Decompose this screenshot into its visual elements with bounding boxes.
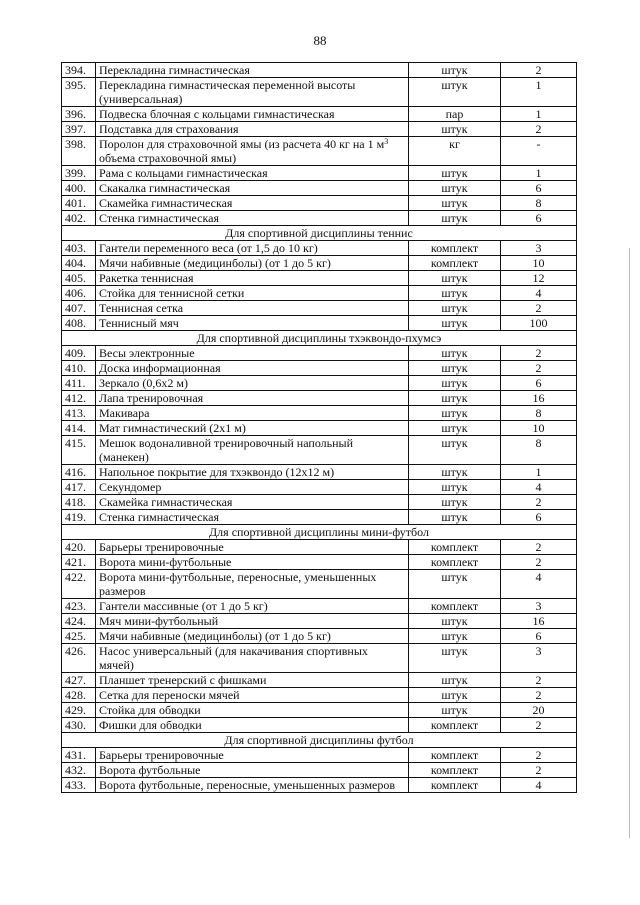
section-title: Для спортивной дисциплины футбол (62, 733, 577, 748)
item-unit: комплект (409, 718, 501, 733)
equipment-table-body (62, 63, 577, 793)
item-quantity: 1 (501, 78, 577, 107)
item-unit: штук (409, 361, 501, 376)
item-quantity: 6 (501, 629, 577, 644)
item-unit: штук (409, 495, 501, 510)
table-row (62, 406, 577, 421)
section-title: Для спортивной дисциплины тхэквондо-пхумсэ (62, 331, 577, 346)
equipment-table (61, 62, 577, 793)
item-unit: комплект (409, 555, 501, 570)
item-unit: штук (409, 376, 501, 391)
item-name: Перекладина гимнастическая (96, 63, 409, 78)
item-quantity: 16 (501, 614, 577, 629)
item-quantity: 2 (501, 748, 577, 763)
page-number: 88 (313, 33, 327, 48)
item-name: Макивара (96, 406, 409, 421)
item-unit: штук (409, 703, 501, 718)
item-name: Секундомер (96, 480, 409, 495)
item-name: Мяч мини-футбольный (96, 614, 409, 629)
item-name: Весы электронные (96, 346, 409, 361)
item-number: 430. (62, 718, 96, 733)
item-number: 396. (62, 107, 96, 122)
item-number: 409. (62, 346, 96, 361)
item-number: 416. (62, 465, 96, 480)
item-number: 405. (62, 271, 96, 286)
item-number: 406. (62, 286, 96, 301)
item-quantity: 10 (501, 256, 577, 271)
table-row (62, 570, 577, 599)
item-name: Напольное покрытие для тхэквондо (12x12 м) (96, 465, 409, 480)
item-name: Барьеры тренировочные (96, 748, 409, 763)
item-number: 420. (62, 540, 96, 555)
item-quantity: 3 (501, 644, 577, 673)
item-quantity: 1 (501, 107, 577, 122)
table-row (62, 376, 577, 391)
item-quantity: 2 (501, 673, 577, 688)
item-unit: комплект (409, 256, 501, 271)
item-quantity: 1 (501, 166, 577, 181)
item-name: Фишки для обводки (96, 718, 409, 733)
item-number: 415. (62, 436, 96, 465)
item-number: 395. (62, 78, 96, 107)
item-name: Скамейка гимнастическая (96, 196, 409, 211)
item-name: Подставка для страхования (96, 122, 409, 137)
item-name: Мат гимнастический (2x1 м) (96, 421, 409, 436)
item-number: 399. (62, 166, 96, 181)
item-name: Перекладина гимнастическая переменной высоты (универсальная) (96, 78, 409, 107)
item-number: 424. (62, 614, 96, 629)
item-number: 413. (62, 406, 96, 421)
item-unit: штук (409, 570, 501, 599)
item-quantity: 3 (501, 241, 577, 256)
item-quantity: 2 (501, 63, 577, 78)
item-quantity: 2 (501, 763, 577, 778)
item-quantity: 2 (501, 301, 577, 316)
table-row (62, 599, 577, 614)
item-unit: комплект (409, 540, 501, 555)
item-number: 426. (62, 644, 96, 673)
item-number: 408. (62, 316, 96, 331)
item-name: Сетка для переноски мячей (96, 688, 409, 703)
item-unit: комплект (409, 763, 501, 778)
item-quantity: 2 (501, 346, 577, 361)
item-quantity: 8 (501, 436, 577, 465)
item-unit: штук (409, 421, 501, 436)
section-header-row (62, 733, 577, 748)
table-row (62, 480, 577, 495)
table-row (62, 196, 577, 211)
table-row (62, 256, 577, 271)
item-number: 401. (62, 196, 96, 211)
item-number: 404. (62, 256, 96, 271)
item-unit: штук (409, 166, 501, 181)
table-row (62, 107, 577, 122)
item-unit: штук (409, 181, 501, 196)
item-number: 411. (62, 376, 96, 391)
item-quantity: 2 (501, 555, 577, 570)
table-row (62, 301, 577, 316)
table-row (62, 271, 577, 286)
item-number: 418. (62, 495, 96, 510)
table-row (62, 540, 577, 555)
item-quantity: 4 (501, 286, 577, 301)
item-name: Стенка гимнастическая (96, 211, 409, 226)
item-name: Ракетка теннисная (96, 271, 409, 286)
item-quantity: 100 (501, 316, 577, 331)
item-unit: штук (409, 78, 501, 107)
item-unit: штук (409, 629, 501, 644)
item-quantity: 8 (501, 406, 577, 421)
table-row (62, 778, 577, 793)
table-row (62, 718, 577, 733)
table-row (62, 703, 577, 718)
item-number: 394. (62, 63, 96, 78)
item-number: 425. (62, 629, 96, 644)
table-row (62, 748, 577, 763)
table-row (62, 361, 577, 376)
item-unit: штук (409, 286, 501, 301)
table-row (62, 63, 577, 78)
table-row (62, 614, 577, 629)
item-number: 414. (62, 421, 96, 436)
item-unit: штук (409, 406, 501, 421)
table-row (62, 436, 577, 465)
item-unit: штук (409, 465, 501, 480)
item-name: Доска информационная (96, 361, 409, 376)
table-row (62, 391, 577, 406)
page-edge-shadow (629, 248, 640, 838)
table-row (62, 555, 577, 570)
table-row (62, 166, 577, 181)
item-number: 421. (62, 555, 96, 570)
item-number: 419. (62, 510, 96, 525)
item-number: 410. (62, 361, 96, 376)
item-name: Ворота мини-футбольные (96, 555, 409, 570)
item-name: Насос универсальный (для накачивания спортивных мячей) (96, 644, 409, 673)
item-name: Мячи набивные (медицинболы) (от 1 до 5 кг) (96, 629, 409, 644)
item-number: 432. (62, 763, 96, 778)
table-row (62, 211, 577, 226)
item-number: 412. (62, 391, 96, 406)
table-row (62, 629, 577, 644)
item-number: 402. (62, 211, 96, 226)
table-row (62, 644, 577, 673)
item-quantity: 2 (501, 718, 577, 733)
item-number: 400. (62, 181, 96, 196)
item-name: Стойка для обводки (96, 703, 409, 718)
item-quantity: 20 (501, 703, 577, 718)
item-quantity: 4 (501, 778, 577, 793)
table-row (62, 181, 577, 196)
item-unit: штук (409, 644, 501, 673)
section-title: Для спортивной дисциплины теннис (62, 226, 577, 241)
item-name: Рама с кольцами гимнастическая (96, 166, 409, 181)
item-quantity: 8 (501, 196, 577, 211)
item-quantity: 6 (501, 211, 577, 226)
item-quantity: 10 (501, 421, 577, 436)
item-unit: комплект (409, 748, 501, 763)
item-unit: штук (409, 316, 501, 331)
item-number: 431. (62, 748, 96, 763)
item-name: Скамейка гимнастическая (96, 495, 409, 510)
item-quantity: 1 (501, 465, 577, 480)
table-row (62, 673, 577, 688)
item-unit: штук (409, 346, 501, 361)
item-unit: штук (409, 688, 501, 703)
item-quantity: 6 (501, 181, 577, 196)
item-quantity: 3 (501, 599, 577, 614)
section-header-row (62, 331, 577, 346)
table-row (62, 346, 577, 361)
item-number: 429. (62, 703, 96, 718)
item-number: 398. (62, 137, 96, 166)
item-quantity: 2 (501, 688, 577, 703)
item-quantity: 4 (501, 570, 577, 599)
item-quantity: 4 (501, 480, 577, 495)
table-row (62, 763, 577, 778)
item-quantity: 2 (501, 540, 577, 555)
table-row (62, 241, 577, 256)
item-number: 403. (62, 241, 96, 256)
table-row (62, 495, 577, 510)
item-unit: пар (409, 107, 501, 122)
item-name: Мячи набивные (медицинболы) (от 1 до 5 кг) (96, 256, 409, 271)
item-unit: штук (409, 480, 501, 495)
item-quantity: 16 (501, 391, 577, 406)
item-quantity: 6 (501, 376, 577, 391)
item-unit: штук (409, 436, 501, 465)
item-name: Ворота футбольные (96, 763, 409, 778)
item-unit: штук (409, 614, 501, 629)
item-name: Теннисный мяч (96, 316, 409, 331)
item-unit: штук (409, 271, 501, 286)
item-unit: штук (409, 391, 501, 406)
table-row (62, 510, 577, 525)
item-name: Ворота футбольные, переносные, уменьшенных размеров (96, 778, 409, 793)
item-unit: комплект (409, 241, 501, 256)
item-name: Мешок водоналивной тренировочный напольный (манекен) (96, 436, 409, 465)
item-unit: штук (409, 196, 501, 211)
item-unit: штук (409, 673, 501, 688)
item-name: Стенка гимнастическая (96, 510, 409, 525)
item-number: 428. (62, 688, 96, 703)
table-row (62, 316, 577, 331)
item-unit: штук (409, 211, 501, 226)
item-quantity: 2 (501, 361, 577, 376)
section-header-row (62, 226, 577, 241)
item-number: 397. (62, 122, 96, 137)
item-name: Гантели переменного веса (от 1,5 до 10 кг) (96, 241, 409, 256)
item-name: Подвеска блочная с кольцами гимнастическая (96, 107, 409, 122)
item-number: 407. (62, 301, 96, 316)
item-quantity: 2 (501, 122, 577, 137)
item-unit: кг (409, 137, 501, 166)
item-unit: штук (409, 122, 501, 137)
table-row (62, 78, 577, 107)
item-unit: штук (409, 510, 501, 525)
section-title: Для спортивной дисциплины мини-футбол (62, 525, 577, 540)
item-number: 427. (62, 673, 96, 688)
item-number: 433. (62, 778, 96, 793)
table-row (62, 465, 577, 480)
item-quantity: 12 (501, 271, 577, 286)
item-unit: комплект (409, 778, 501, 793)
item-name: Барьеры тренировочные (96, 540, 409, 555)
item-unit: штук (409, 63, 501, 78)
item-name: Ворота мини-футбольные, переносные, уменьшенных размеров (96, 570, 409, 599)
item-name: Стойка для теннисной сетки (96, 286, 409, 301)
item-quantity: 6 (501, 510, 577, 525)
item-name: Планшет тренерский с фишками (96, 673, 409, 688)
item-name: Зеркало (0,6x2 м) (96, 376, 409, 391)
item-unit: комплект (409, 599, 501, 614)
item-name: Гантели массивные (от 1 до 5 кг) (96, 599, 409, 614)
item-number: 417. (62, 480, 96, 495)
table-row (62, 688, 577, 703)
item-unit: штук (409, 301, 501, 316)
item-name: Скакалка гимнастическая (96, 181, 409, 196)
table-row (62, 421, 577, 436)
item-name: Поролон для страховочной ямы (из расчета 40 кг на 1 $м^3$ объема страховочной ямы) (96, 137, 409, 166)
section-header-row (62, 525, 577, 540)
item-name: Теннисная сетка (96, 301, 409, 316)
item-number: 423. (62, 599, 96, 614)
table-row (62, 286, 577, 301)
table-row (62, 122, 577, 137)
item-name: Лапа тренировочная (96, 391, 409, 406)
item-number: 422. (62, 570, 96, 599)
item-quantity: 2 (501, 495, 577, 510)
item-quantity: - (501, 137, 577, 166)
table-row (62, 137, 577, 166)
